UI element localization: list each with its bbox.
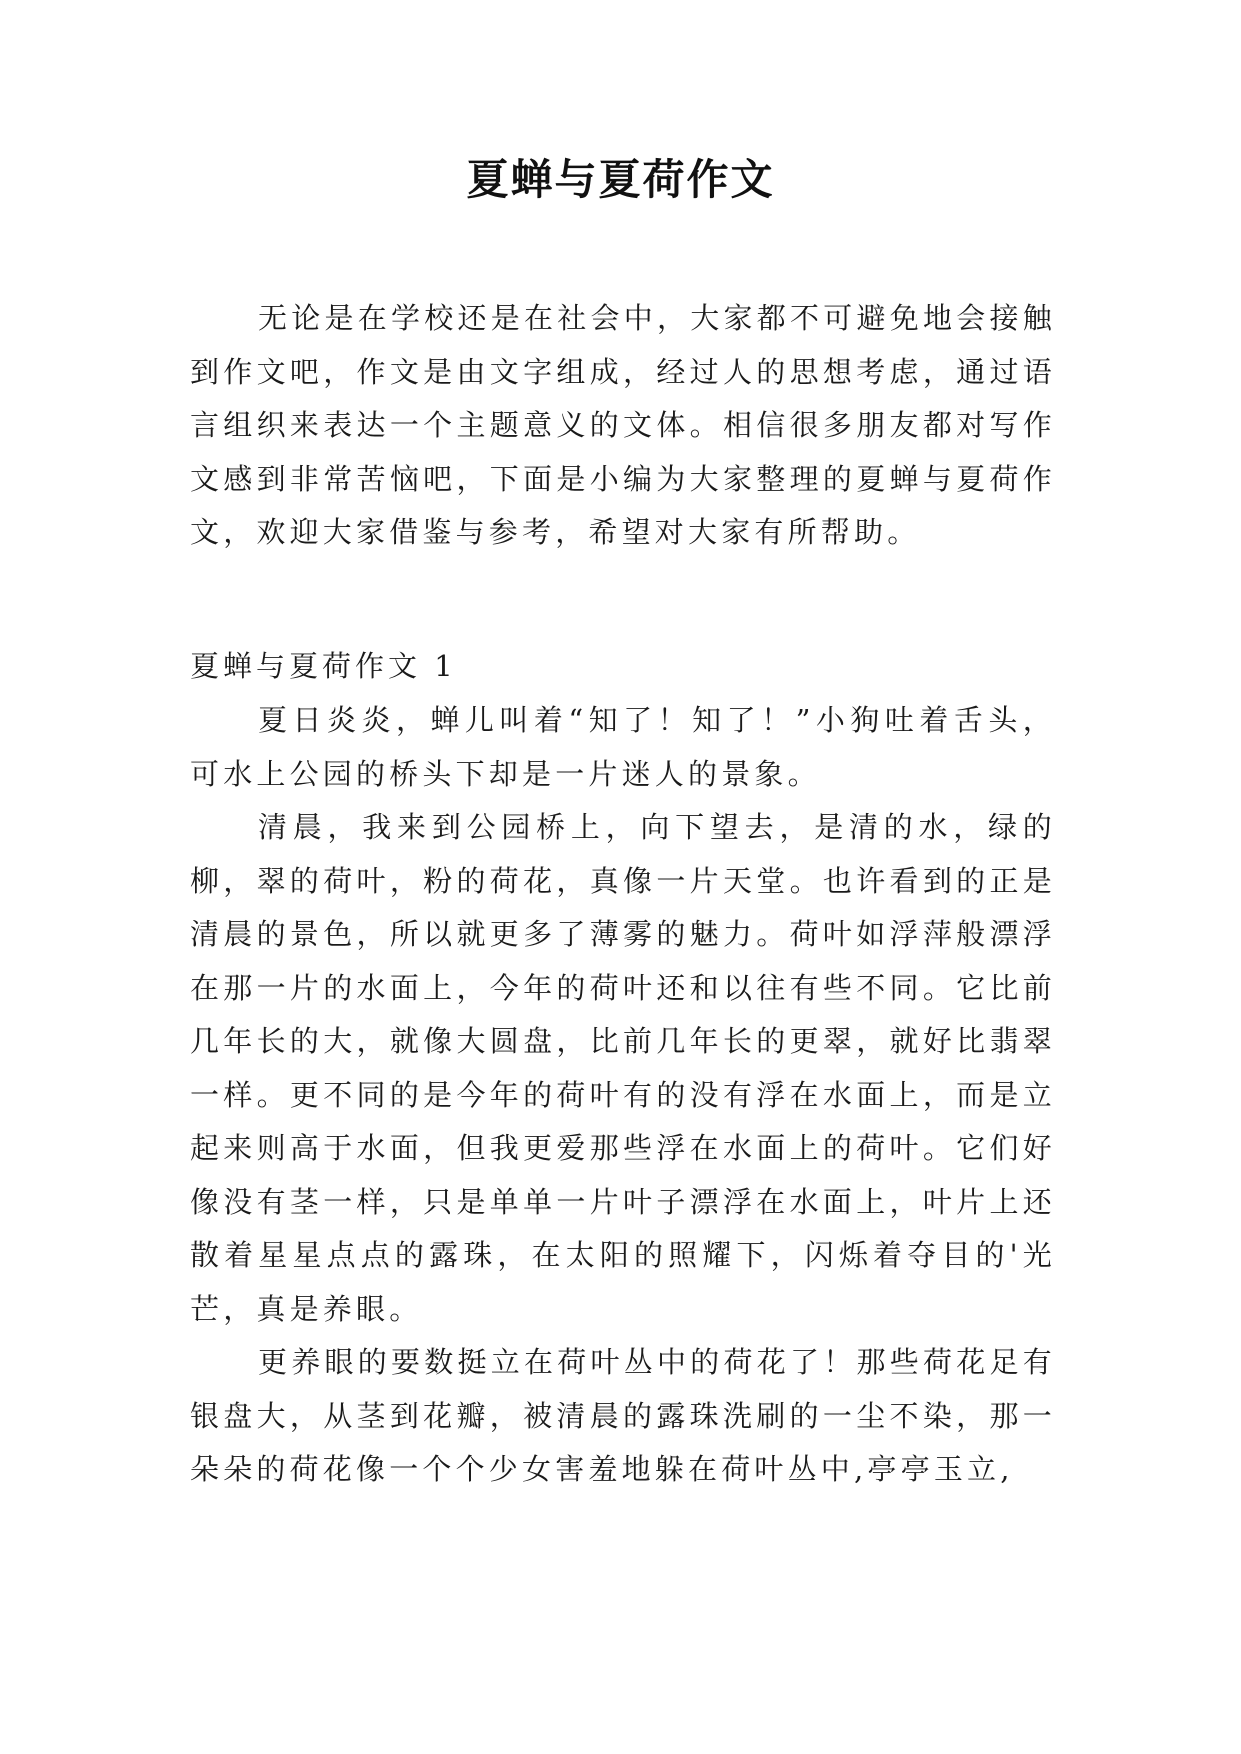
intro-paragraph: 无论是在学校还是在社会中，大家都不可避免地会接触到作文吧，作文是由文字组成，经过人的思想考虑，通过语言组织来表达一个主题意义的文体。相信很多朋友都对写作文感到非常苦恼吧，下面是小编为大家整理的夏蝉与夏荷作文，欢迎大家借鉴与参考，希望对大家有所帮助。 — [190, 301, 1056, 549]
essay-paragraph-1: 夏日炎炎，蝉儿叫着“知了！知了！”小狗吐着舌头，可水上公园的桥头下却是一片迷人的景象。 — [190, 703, 1056, 791]
essay-paragraph-2: 清晨，我来到公园桥上，向下望去，是清的水，绿的柳，翠的荷叶，粉的荷花，真像一片天堂。也许看到的正是清晨的景色，所以就更多了薄雾的魅力。荷叶如浮萍般漂浮在那一片的水面上，今年的荷叶还和以往有些不同。它比前几年长的大，就像大圆盘，比前几年长的更翠，就好比翡翠一样。更不同的是今年的荷叶有的没有浮在水面上，而是立起来则高于水面，但我更爱那些浮在水面上的荷叶。它们好像没有茎一样，只是单单一片叶子漂浮在水面上，叶片上还散着星星点点的露珠，在太阳的照耀下，闪烁着夺目的'光芒，真是养眼。 — [190, 810, 1056, 1326]
intro-block — [190, 292, 1056, 560]
essay-body — [190, 694, 1056, 1497]
section-heading: 夏蝉与夏荷作文 1 — [190, 649, 457, 683]
essay-paragraph-3: 更养眼的要数挺立在荷叶丛中的荷花了！那些荷花足有银盘大，从茎到花瓣，被清晨的露珠洗刷的一尘不染，那一朵朵的荷花像一个个少女害羞地躲在荷叶丛中,亭亭玉立, — [190, 1345, 1056, 1486]
document-title: 夏蝉与夏荷作文 — [466, 155, 775, 204]
